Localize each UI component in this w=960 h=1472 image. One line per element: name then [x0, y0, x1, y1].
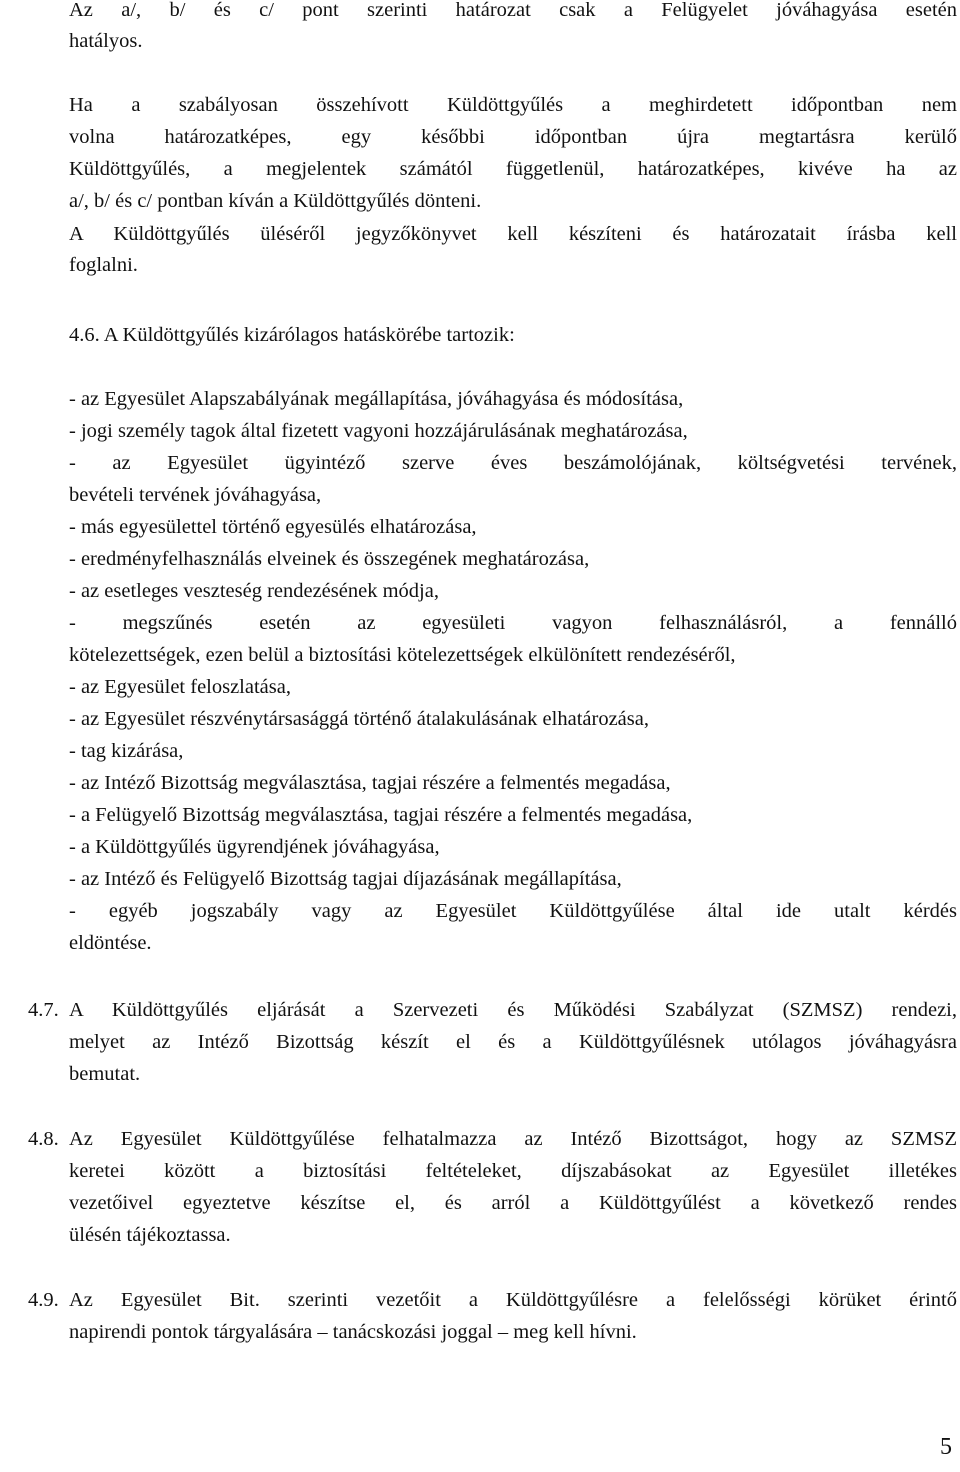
- list-item: - tag kizárása,: [69, 740, 184, 762]
- list-item: - az esetleges veszteség rendezésének módja,: [69, 580, 439, 602]
- list-item: - az Intéző és Felügyelő Bizottság tagjai díjazásának megállapítása,: [69, 868, 622, 890]
- section-heading: 4.6. A Küldöttgyűlés kizárólagos hatáskörébe tartozik:: [69, 324, 515, 346]
- minutes-line: A Küldöttgyűlés üléséről jegyzőkönyvet kell készíteni és határozatait írásba kell: [69, 223, 957, 245]
- section-number: 4.8.: [28, 1128, 59, 1150]
- list-item: - az Egyesület részvénytársasággá történő átalakulásának elhatározása,: [69, 708, 649, 730]
- quorum-line: Ha a szabályosan összehívott Küldöttgyűlés a meghirdetett időpontban nem: [69, 94, 957, 116]
- section-text-line: A Küldöttgyűlés eljárását a Szervezeti és Működési Szabályzat (SZMSZ) rendezi,: [69, 999, 957, 1021]
- list-item: - az Intéző Bizottság megválasztása, tagjai részére a felmentés megadása,: [69, 772, 671, 794]
- intro-line: Az a/, b/ és c/ pont szerinti határozat csak a Felügyelet jóváhagyása esetén: [69, 0, 957, 21]
- section-text-line: vezetőivel egyeztetve készítse el, és arról a Küldöttgyűlést a következő rendes: [69, 1192, 957, 1214]
- list-item: - egyéb jogszabály vagy az Egyesület Küldöttgyűlése által ide utalt kérdés: [69, 900, 957, 922]
- section-text-line: Az Egyesület Bit. szerinti vezetőit a Küldöttgyűlésre a felelősségi körüket érintő: [69, 1289, 957, 1311]
- section-text-line: melyet az Intéző Bizottság készít el és a Küldöttgyűlésnek utólagos jóváhagyásra: [69, 1031, 957, 1053]
- list-item: - eredményfelhasználás elveinek és összegének meghatározása,: [69, 548, 590, 570]
- section-text-line: napirendi pontok tárgyalására – tanácskozási joggal – meg kell hívni.: [69, 1321, 637, 1343]
- list-item: - az Egyesület Alapszabályának megállapítása, jóváhagyása és módosítása,: [69, 388, 684, 410]
- list-item: bevételi tervének jóváhagyása,: [69, 484, 322, 506]
- section-number: 4.7.: [28, 999, 59, 1021]
- section-text-line: ülésén tájékoztassa.: [69, 1224, 231, 1246]
- list-item: - a Felügyelő Bizottság megválasztása, tagjai részére a felmentés megadása,: [69, 804, 693, 826]
- section-text-line: Az Egyesület Küldöttgyűlése felhatalmazza az Intéző Bizottságot, hogy az SZMSZ: [69, 1128, 957, 1150]
- list-item: - jogi személy tagok által fizetett vagyoni hozzájárulásának meghatározása,: [69, 420, 688, 442]
- list-item: - más egyesülettel történő egyesülés elhatározása,: [69, 516, 477, 538]
- quorum-line: a/, b/ és c/ pontban kíván a Küldöttgyűlés dönteni.: [69, 190, 482, 212]
- quorum-line: Küldöttgyűlés, a megjelentek számától függetlenül, határozatképes, kivéve ha az: [69, 158, 957, 180]
- section-text-line: bemutat.: [69, 1063, 141, 1085]
- quorum-line: volna határozatképes, egy későbbi időpontban újra megtartásra kerülő: [69, 126, 957, 148]
- list-item: - az Egyesület ügyintéző szerve éves beszámolójának, költségvetési tervének,: [69, 452, 957, 474]
- list-item: kötelezettségek, ezen belül a biztosítási kötelezettségek elkülönített rendezéséről,: [69, 644, 736, 666]
- section-number: 4.9.: [28, 1289, 59, 1311]
- page-number: 5: [940, 1434, 952, 1460]
- minutes-line: foglalni.: [69, 254, 138, 276]
- section-text-line: keretei között a biztosítási feltételeket, díjszabásokat az Egyesület illetékes: [69, 1160, 957, 1182]
- list-item: - az Egyesület feloszlatása,: [69, 676, 291, 698]
- intro-line: hatályos.: [69, 30, 143, 52]
- list-item: - megszűnés esetén az egyesületi vagyon felhasználásról, a fennálló: [69, 612, 957, 634]
- list-item: - a Küldöttgyűlés ügyrendjének jóváhagyása,: [69, 836, 440, 858]
- list-item: eldöntése.: [69, 932, 152, 954]
